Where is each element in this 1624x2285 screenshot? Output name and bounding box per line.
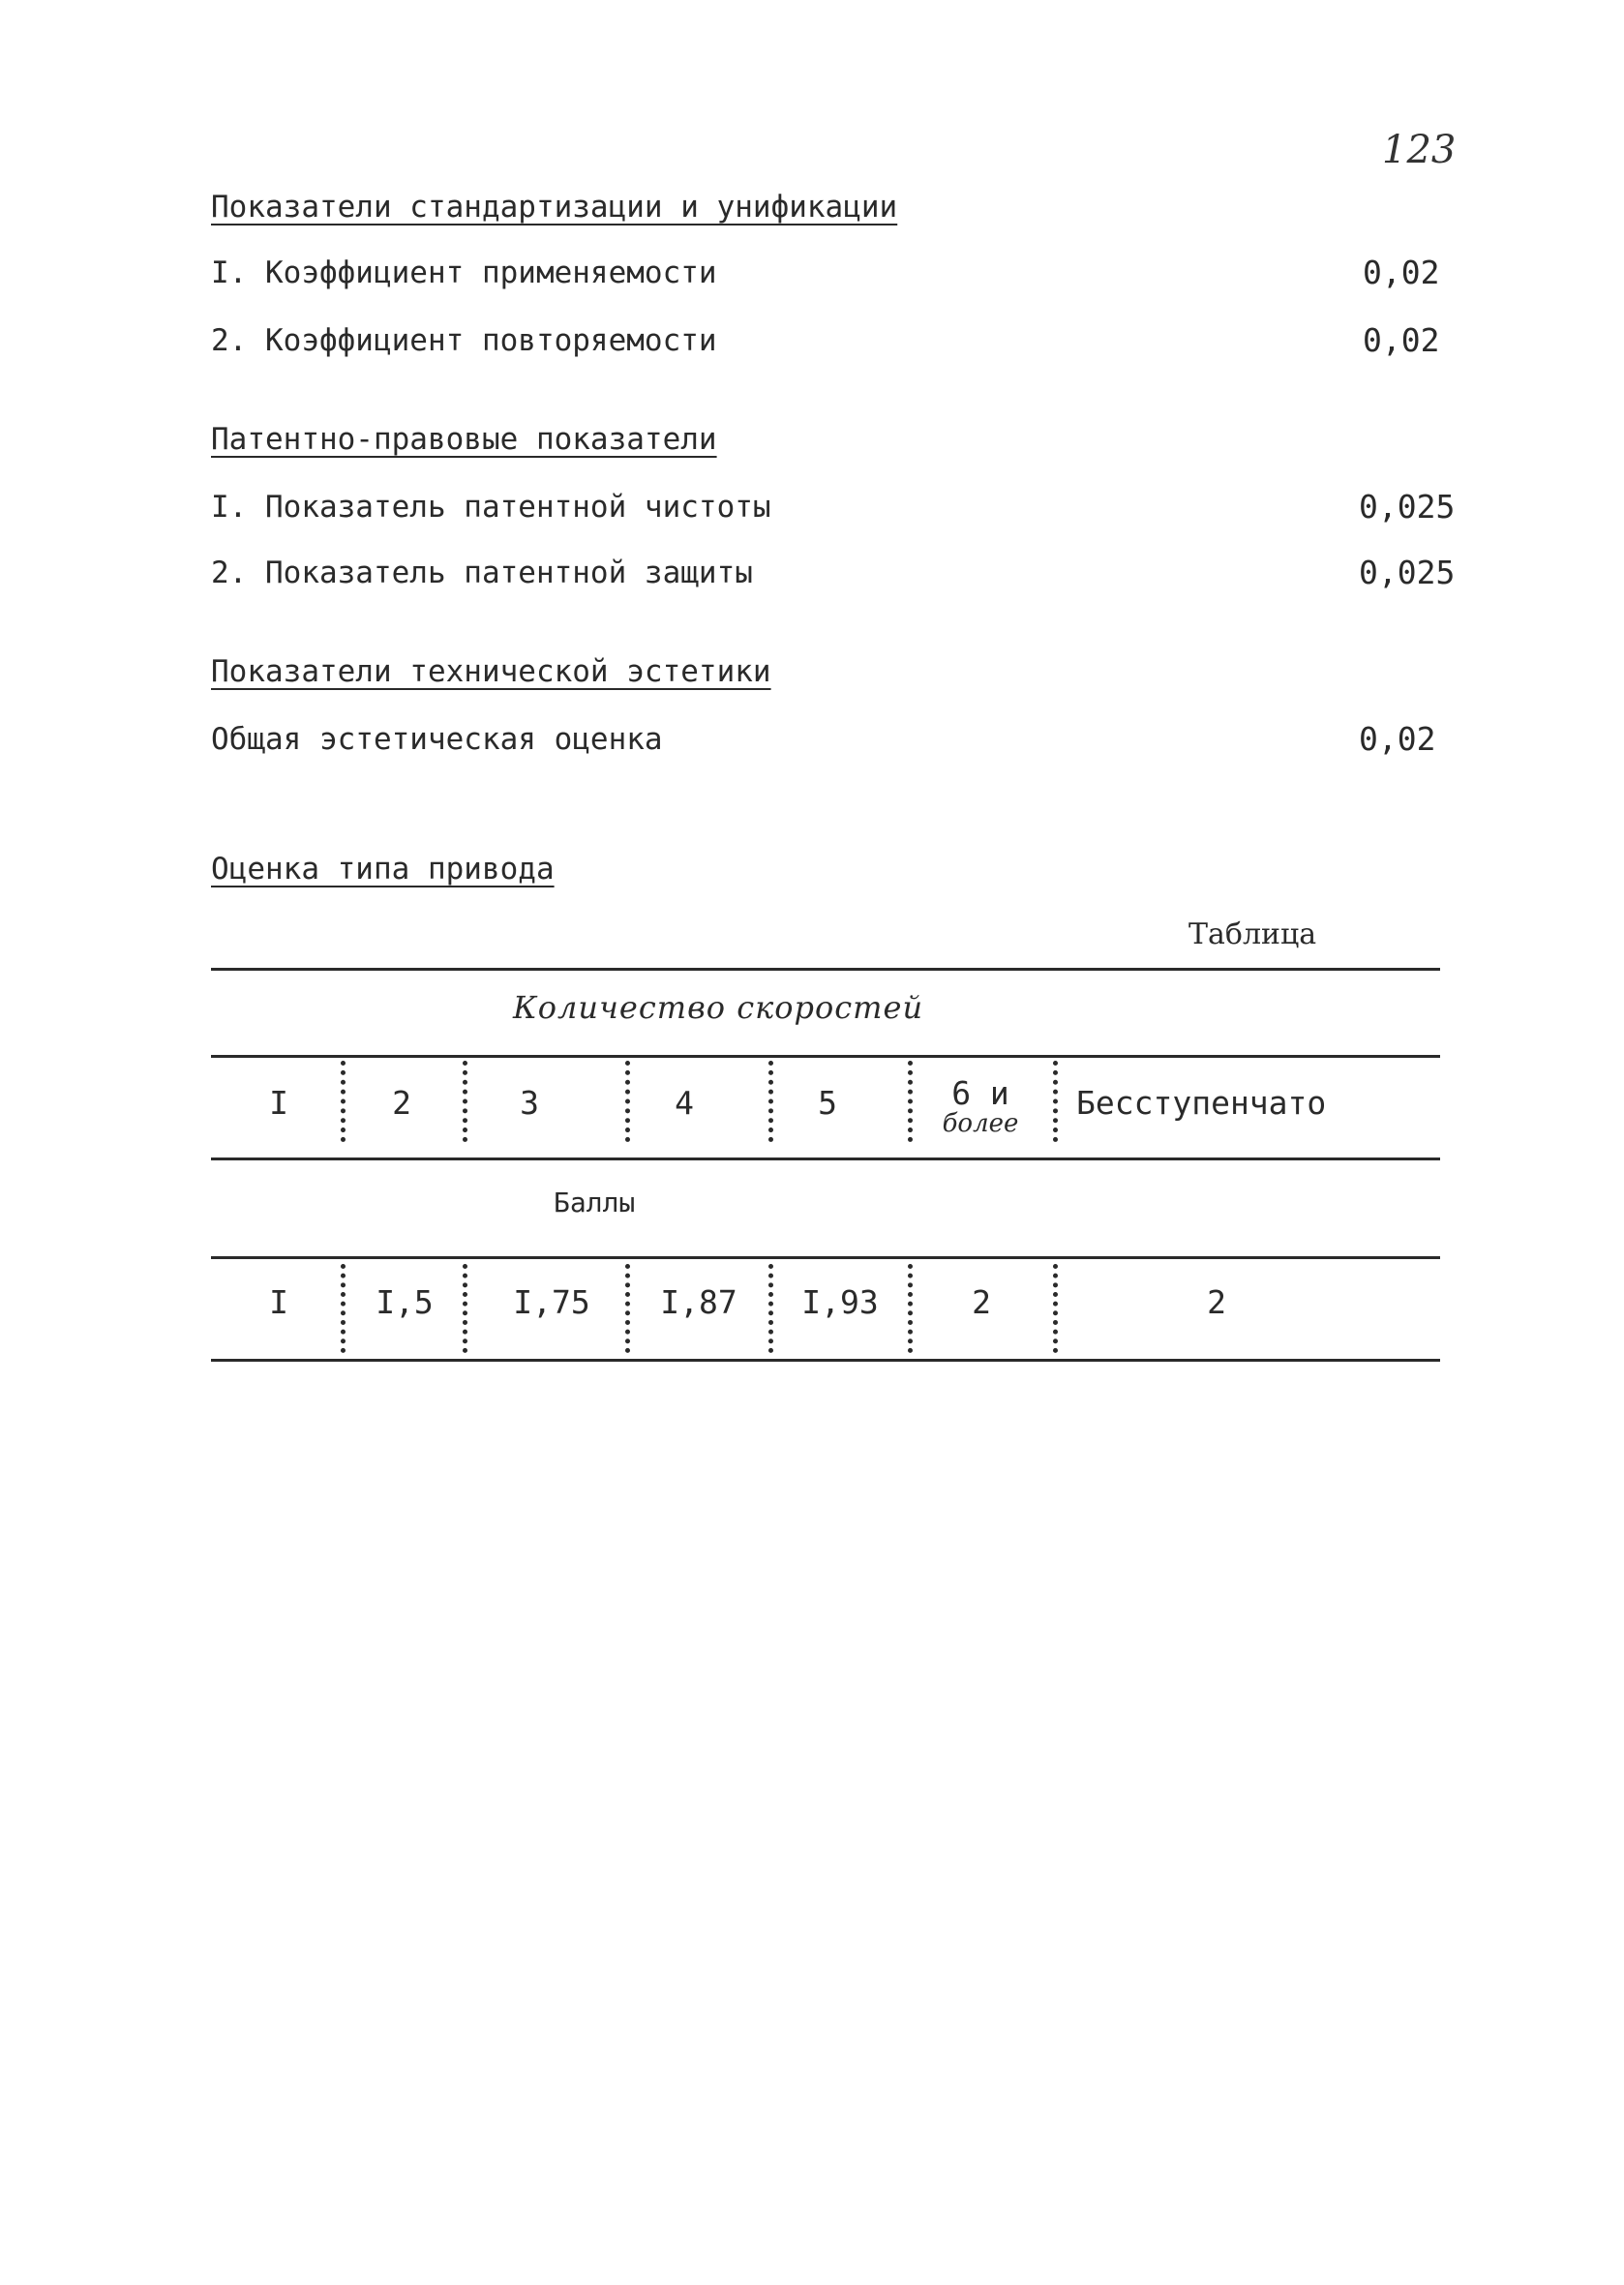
section-title-patent: Патентно-правовые показатели	[211, 422, 717, 457]
table-separator	[768, 1264, 773, 1353]
table-separator	[1053, 1061, 1058, 1142]
table-header-cell: 4	[675, 1084, 694, 1122]
table-value-cell: I,75	[513, 1283, 590, 1321]
table-separator	[768, 1061, 773, 1142]
table-separator	[625, 1264, 630, 1353]
table-separator	[463, 1061, 467, 1142]
table-separator	[1053, 1264, 1058, 1353]
table-rule-top	[211, 968, 1440, 971]
table-header-cell: Бесступенчато	[1076, 1084, 1327, 1122]
table-header-cell: 2	[392, 1084, 411, 1122]
table-group-header: Количество скоростей	[513, 989, 924, 1026]
table-rule-header-top	[211, 1055, 1440, 1058]
section-title-standardization: Показатели стандартизации и унификации	[211, 190, 898, 225]
table-value-cell: I	[269, 1283, 288, 1321]
row-label-patent-purity: I. Показатель патентной чистоты	[211, 490, 771, 525]
table-header-cell: 5	[818, 1084, 837, 1122]
page-number: 123	[1382, 128, 1457, 172]
table-units-label: Баллы	[554, 1187, 636, 1218]
section-title-aesthetics: Показатели технической эстетики	[211, 654, 771, 689]
row-label-applicability: I. Коэффициент применяемости	[211, 256, 717, 290]
section-title-drive-type: Оценка типа привода	[211, 852, 555, 887]
row-value-repeatability: 0,02	[1363, 321, 1440, 359]
table-value-cell: 2	[972, 1283, 991, 1321]
table-separator	[463, 1264, 467, 1353]
row-label-aesthetic-score: Общая эстетическая оценка	[211, 722, 663, 757]
row-value-applicability: 0,02	[1363, 254, 1440, 291]
table-value-cell: 2	[1207, 1283, 1226, 1321]
table-value-cell: I,5	[376, 1283, 434, 1321]
table-separator	[908, 1264, 913, 1353]
row-value-patent-purity: 0,025	[1359, 488, 1456, 526]
table-header-cell: 6 и	[951, 1074, 1009, 1112]
table-rule-bottom	[211, 1359, 1440, 1362]
table-separator	[341, 1264, 346, 1353]
row-label-repeatability: 2. Коэффициент повторяемости	[211, 323, 717, 358]
table-header-subtext: более	[942, 1109, 1019, 1138]
table-separator	[908, 1061, 913, 1142]
row-label-patent-protection: 2. Показатель патентной защиты	[211, 556, 753, 590]
table-value-cell: I,93	[801, 1283, 879, 1321]
row-value-aesthetic-score: 0,02	[1359, 720, 1436, 758]
table-separator	[625, 1061, 630, 1142]
table-header-cell: 3	[520, 1084, 539, 1122]
table-rule-header-bottom	[211, 1158, 1440, 1160]
table-value-cell: I,87	[660, 1283, 737, 1321]
table-rule-values-top	[211, 1256, 1440, 1259]
table-caption: Таблица	[1188, 917, 1317, 951]
row-value-patent-protection: 0,025	[1359, 554, 1456, 591]
table-header-cell: I	[269, 1084, 288, 1122]
table-separator	[341, 1061, 346, 1142]
table-header-cell-six-more	[917, 1076, 1043, 1136]
